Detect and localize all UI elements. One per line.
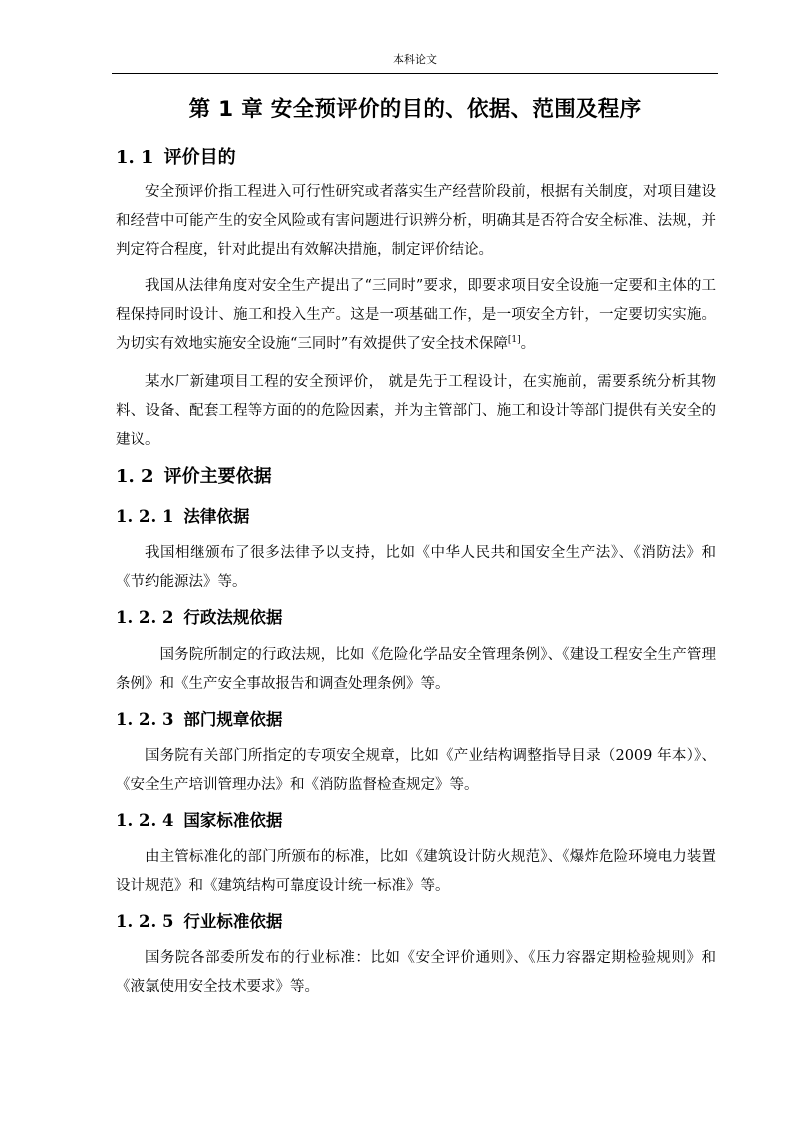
subsection-number: 1. 2. 2 xyxy=(116,608,174,627)
subsection-title: 部门规章依据 xyxy=(183,710,283,729)
paragraph-regulation: 国务院所制定的行政法规，比如《危险化学品安全管理条例》、《建设工程安全生产管理条例》和《生产安全事故报告和调查处理条例》等。 xyxy=(116,647,716,692)
page-header: 本科论文 xyxy=(393,53,437,66)
subsection-heading-1-2-2 xyxy=(116,606,282,630)
paragraph-industry-standard: 国务院各部委所发布的行业标准：比如《安全评价通则》、《压力容器定期检验规则》和《液氯使用安全技术要求》等。 xyxy=(116,950,716,995)
subsection-heading-1-2-3 xyxy=(116,708,282,732)
subsection-heading-1-2-4 xyxy=(116,809,282,833)
paragraph-text: 我国从法律角度对安全生产提出了“三同时”要求，即要求项目安全设施一定要和主体的工程保持同时设计、施工和投入生产。这是一项基础工作，是一项安全方针，一定要切实实施。为切实有效地实施安全设施“三同时”有效提供了安全技术保障 xyxy=(116,278,716,352)
subsection-number: 1. 2. 4 xyxy=(116,811,174,830)
paragraph-purpose-2 xyxy=(116,272,716,359)
subsection-title: 行业标准依据 xyxy=(183,912,283,931)
paragraph-national-standard: 由主管标准化的部门所颁布的标准，比如《建筑设计防火规范》、《爆炸危险环境电力装置设计规范》和《建筑结构可靠度设计统一标准》等。 xyxy=(116,849,716,894)
citation-ref: [1] xyxy=(507,335,521,346)
subsection-title: 行政法规依据 xyxy=(183,608,283,627)
subsection-heading-1-2-5 xyxy=(116,910,282,934)
subsection-heading-1-2-1 xyxy=(116,505,249,529)
section-heading-1-2 xyxy=(116,464,272,490)
section-title: 评价主要依据 xyxy=(163,466,272,487)
subsection-title: 法律依据 xyxy=(183,507,250,526)
subsection-number: 1. 2. 3 xyxy=(116,710,174,729)
section-title: 评价目的 xyxy=(163,147,236,168)
subsection-number: 1. 2. 5 xyxy=(116,912,174,931)
paragraph-law: 我国相继颁布了很多法律予以支持，比如《中华人民共和国安全生产法》、《消防法》和《节约能源法》等。 xyxy=(116,545,716,590)
paragraph-purpose-3: 某水厂新建项目工程的安全预评价， 就是先于工程设计，在实施前，需要系统分析其物料、设备、配套工程等方面的的危险因素，并为主管部门、施工和设计等部门提供有关安全的建议。 xyxy=(116,374,716,448)
subsection-title: 国家标准依据 xyxy=(183,811,283,830)
section-number: 1. 1 xyxy=(116,147,154,168)
paragraph-purpose-1: 安全预评价指工程进入可行性研究或者落实生产经营阶段前，根据有关制度，对项目建设和经营中可能产生的安全风险或有害问题进行识辨分析，明确其是否符合安全标准、法规，并判定符合程度，针对此提出有效解决措施，制定评价结论。 xyxy=(116,184,716,258)
subsection-number: 1. 2. 1 xyxy=(116,507,174,526)
header-divider xyxy=(112,73,718,74)
paragraph-department-rules: 国务院有关部门所指定的专项安全规章，比如《产业结构调整指导目录（2009 年本）》、《安全生产培训管理办法》和《消防监督检查规定》等。 xyxy=(116,748,716,793)
section-number: 1. 2 xyxy=(116,466,154,487)
section-heading-1-1 xyxy=(116,145,236,171)
paragraph-tail: 。 xyxy=(520,336,536,352)
chapter-title: 第 1 章 安全预评价的目的、依据、范围及程序 xyxy=(188,97,642,122)
